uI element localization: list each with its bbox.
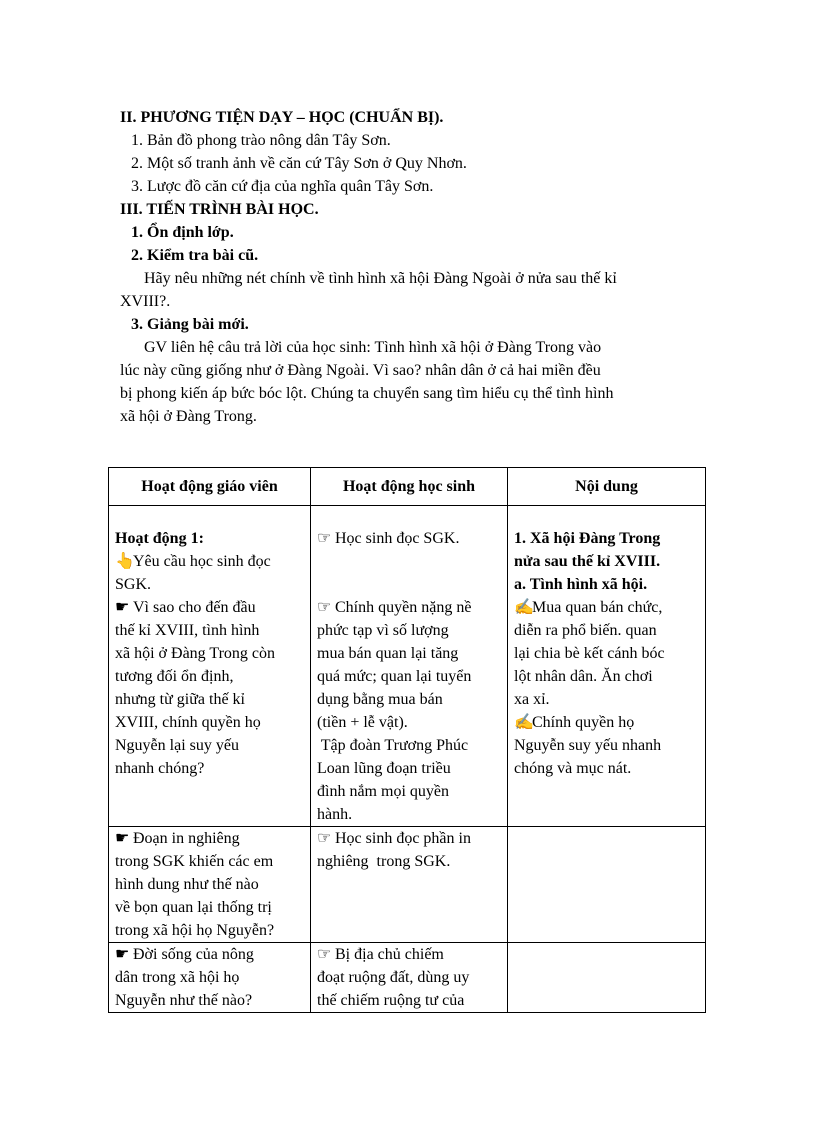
row3-teacher-cell xyxy=(109,943,311,1013)
content-line: lột nhân dân. Ăn chơi xyxy=(514,668,653,685)
teacher-line: về bọn quan lại thống trị xyxy=(115,899,272,916)
student-line: ☞ Bị địa chủ chiếm xyxy=(317,943,501,966)
content-subheading: a. Tình hình xã hội. xyxy=(514,576,648,593)
student-line: Tập đoàn Trương Phúc xyxy=(317,737,469,754)
student-line: ☞ Học sinh đọc phần in xyxy=(317,827,501,850)
teacher-line: xã hội ở Đàng Trong còn xyxy=(115,645,276,662)
row1-student-cell xyxy=(311,506,508,827)
pointing-hand-icon: ☛ xyxy=(115,946,130,963)
student-line: thế chiếm ruộng tư của xyxy=(317,992,465,1009)
teacher-line: trong SGK khiến các em xyxy=(115,853,274,870)
student-line: đình nắm mọi quyền xyxy=(317,783,449,800)
intro-line-2: lúc này cũng giống như ở Đàng Ngoài. Vì sao? nhân dân ở cả hai miền đều xyxy=(120,362,601,379)
table-header-row xyxy=(109,468,706,506)
intro-line-1: GV liên hệ câu trả lời của học sinh: Tình hình xã hội ở Đàng Trong vào xyxy=(144,339,602,356)
content-line: lại chia bè kết cánh bóc xyxy=(514,645,665,662)
row2-content-cell xyxy=(508,827,706,943)
writing-hand-icon: ✍ xyxy=(514,599,534,616)
student-line: mua bán quan lại tăng xyxy=(317,645,459,662)
table-row xyxy=(109,827,706,943)
student-line: dụng bằng mua bán xyxy=(317,691,443,708)
student-line: Loan lũng đoạn triều xyxy=(317,760,451,777)
prep-item-2: 2. Một số tranh ảnh về căn cứ Tây Sơn ở Quy Nhơn. xyxy=(131,155,467,172)
teacher-line: SGK. xyxy=(115,576,152,593)
step-2: 2. Kiểm tra bài cũ. xyxy=(131,247,259,264)
teacher-line: thế kỉ XVIII, tình hình xyxy=(115,622,260,639)
intro-line-4: xã hội ở Đàng Trong. xyxy=(120,408,257,425)
review-question-line-2: XVIII?. xyxy=(120,293,171,310)
student-line: (tiền + lễ vật). xyxy=(317,714,408,731)
teacher-line: nhưng từ giữa thế kỉ xyxy=(115,691,245,708)
content-line: ✍Chính quyền họ xyxy=(514,711,699,734)
teacher-line: ☛ Đoạn in nghiêng xyxy=(115,827,304,850)
pointing-hand-icon: ☛ xyxy=(115,599,130,616)
table-row xyxy=(109,943,706,1013)
student-line: hành. xyxy=(317,806,353,823)
header-student: Hoạt động học sinh xyxy=(311,468,508,506)
student-hand-icon: ☞ xyxy=(317,530,332,547)
student-hand-icon: ☞ xyxy=(317,830,332,847)
student-line: nghiêng trong SGK. xyxy=(317,853,451,870)
teacher-line: ☛ Đời sống của nông xyxy=(115,943,304,966)
header-teacher: Hoạt động giáo viên xyxy=(109,468,311,506)
student-hand-icon: ☞ xyxy=(317,599,332,616)
row1-content-cell xyxy=(508,506,706,827)
content-line: Nguyễn suy yếu nhanh xyxy=(514,737,662,754)
student-hand-icon: ☞ xyxy=(317,946,332,963)
review-question-line-1: Hãy nêu những nét chính về tình hình xã hội Đàng Ngoài ở nửa sau thế kỉ xyxy=(144,270,617,287)
student-line: ☞ Học sinh đọc SGK. xyxy=(317,527,501,550)
step-1: 1. Ổn định lớp. xyxy=(131,224,234,241)
section-3-heading: III. TIẾN TRÌNH BÀI HỌC. xyxy=(120,201,319,218)
content-line: diễn ra phổ biến. quan xyxy=(514,622,657,639)
teacher-line: XVIII, chính quyền họ xyxy=(115,714,261,731)
writing-hand-icon: ✍ xyxy=(514,714,534,731)
teacher-line: nhanh chóng? xyxy=(115,760,205,777)
table-row xyxy=(109,506,706,827)
row3-content-cell xyxy=(508,943,706,1013)
prep-item-1: 1. Bản đồ phong trào nông dân Tây Sơn. xyxy=(131,132,391,149)
teacher-line: Nguyễn lại suy yếu xyxy=(115,737,239,754)
teacher-line: dân trong xã hội họ xyxy=(115,969,240,986)
student-line: phức tạp vì số lượng xyxy=(317,622,449,639)
row2-teacher-cell xyxy=(109,827,311,943)
activity-title: Hoạt động 1: xyxy=(115,530,204,547)
teacher-line: hình dung như thế nào xyxy=(115,876,259,893)
row2-student-cell xyxy=(311,827,508,943)
teacher-line: ☛ Vì sao cho đến đầu xyxy=(115,596,304,619)
content-heading: nửa sau thế kỉ XVIII. xyxy=(514,553,661,570)
section-2-heading: II. PHƯƠNG TIỆN DẠY – HỌC (CHUẨN BỊ). xyxy=(120,109,444,126)
hand-point-icon: 👆 xyxy=(115,553,135,570)
student-line: ☞ Chính quyền nặng nề xyxy=(317,596,501,619)
content-line: xa xỉ. xyxy=(514,691,550,708)
pointing-hand-icon: ☛ xyxy=(115,830,130,847)
header-content: Nội dung xyxy=(508,468,706,506)
content-line: chóng và mục nát. xyxy=(514,760,632,777)
teacher-line: tương đối ổn định, xyxy=(115,668,234,685)
step-3: 3. Giảng bài mới. xyxy=(131,316,249,333)
lesson-activity-table xyxy=(108,467,706,1013)
teacher-line: Nguyễn như thế nào? xyxy=(115,992,253,1009)
student-line: đoạt ruộng đất, dùng uy xyxy=(317,969,470,986)
teacher-line: 👆Yêu cầu học sinh đọc xyxy=(115,550,304,573)
student-line: quá mức; quan lại tuyển xyxy=(317,668,472,685)
intro-line-3: bị phong kiến áp bức bóc lột. Chúng ta chuyển sang tìm hiểu cụ thể tình hình xyxy=(120,385,614,402)
prep-item-3: 3. Lược đồ căn cứ địa của nghĩa quân Tây Sơn. xyxy=(131,178,434,195)
content-line: ✍Mua quan bán chức, xyxy=(514,596,699,619)
content-heading: 1. Xã hội Đàng Trong xyxy=(514,530,661,547)
teacher-line: trong xã hội họ Nguyễn? xyxy=(115,922,275,939)
row3-student-cell xyxy=(311,943,508,1013)
row1-teacher-cell xyxy=(109,506,311,827)
